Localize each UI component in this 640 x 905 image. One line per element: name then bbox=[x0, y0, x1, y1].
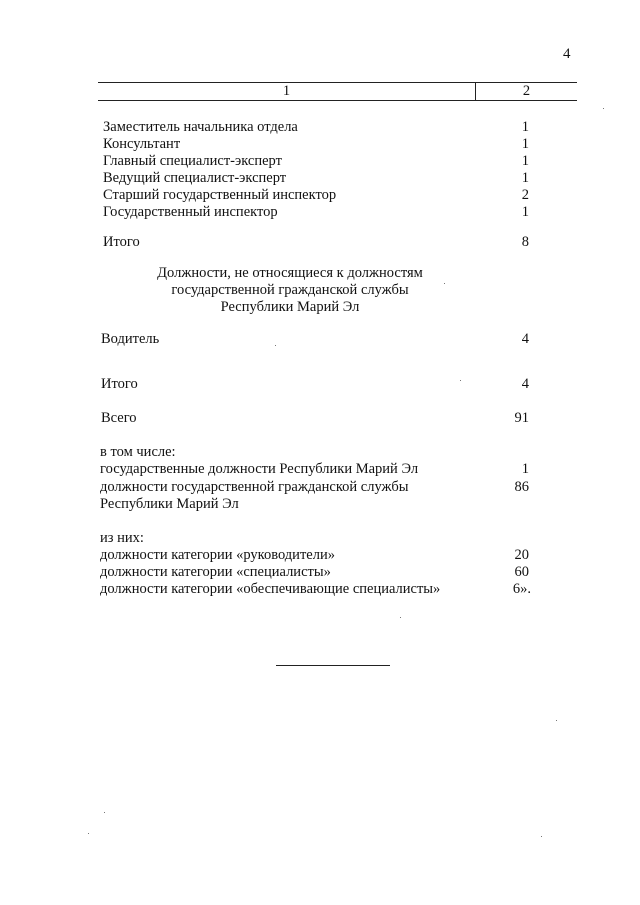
table-row bbox=[103, 204, 529, 221]
table-row bbox=[103, 153, 529, 170]
grand-total-row bbox=[101, 410, 529, 427]
of-which-title: из них: bbox=[100, 530, 144, 546]
category-value: 60 bbox=[514, 564, 529, 580]
grand-total-value: 91 bbox=[514, 410, 529, 426]
section-heading-line: Республики Марий Эл bbox=[220, 299, 360, 315]
breakdown-label: должности государственной гражданской службы bbox=[100, 479, 409, 495]
scan-speck bbox=[541, 836, 542, 837]
table-header bbox=[98, 82, 577, 101]
category-row bbox=[100, 547, 529, 564]
position-label: Государственный инспектор bbox=[103, 204, 278, 220]
table-row bbox=[103, 187, 529, 204]
position-count: 1 bbox=[521, 119, 529, 135]
category-label: должности категории «специалисты» bbox=[100, 564, 331, 580]
category-row bbox=[100, 564, 529, 581]
grand-total-label: Всего bbox=[101, 410, 137, 426]
position-label: Водитель bbox=[101, 331, 160, 347]
breakdown-label: государственные должности Республики Марий Эл bbox=[100, 461, 419, 477]
breakdown-value: 1 bbox=[521, 461, 529, 477]
subtotal-label: Итого bbox=[103, 234, 140, 250]
scan-speck bbox=[275, 345, 276, 346]
category-value: 6». bbox=[512, 581, 531, 597]
position-count: 1 bbox=[521, 204, 529, 220]
breakdown-row bbox=[100, 479, 529, 496]
breakdown-row bbox=[100, 461, 529, 478]
page-number: 4 bbox=[563, 46, 571, 62]
closing-rule bbox=[276, 665, 390, 666]
table-header-column-2: 2 bbox=[522, 83, 531, 99]
position-count: 1 bbox=[521, 153, 529, 169]
category-value: 20 bbox=[514, 547, 529, 563]
scan-speck bbox=[556, 720, 557, 721]
position-label: Заместитель начальника отдела bbox=[103, 119, 298, 135]
breakdown-value: 86 bbox=[514, 479, 529, 495]
scan-speck bbox=[104, 812, 105, 813]
position-count: 2 bbox=[521, 187, 529, 203]
position-label: Старший государственный инспектор bbox=[103, 187, 337, 203]
table-row bbox=[103, 119, 529, 136]
section-heading bbox=[100, 265, 480, 316]
breakdown-label-continuation: Республики Марий Эл bbox=[100, 496, 239, 512]
subtotal-label: Итого bbox=[101, 376, 138, 392]
including-title: в том числе: bbox=[100, 444, 176, 460]
section-heading-line: государственной гражданской службы bbox=[171, 282, 409, 298]
category-label: должности категории «руководители» bbox=[100, 547, 335, 563]
position-count: 1 bbox=[521, 170, 529, 186]
section-heading-line: Должности, не относящиеся к должностям bbox=[157, 265, 423, 281]
category-label: должности категории «обеспечивающие специалисты» bbox=[100, 581, 441, 597]
category-row bbox=[100, 581, 531, 598]
subtotal-value: 8 bbox=[521, 234, 529, 250]
scan-speck bbox=[88, 833, 89, 834]
position-label: Главный специалист-эксперт bbox=[103, 153, 282, 169]
scan-speck bbox=[400, 617, 401, 618]
table-row bbox=[103, 170, 529, 187]
subtotal-row bbox=[103, 234, 529, 251]
position-label: Ведущий специалист-эксперт bbox=[103, 170, 287, 186]
position-count: 1 bbox=[521, 136, 529, 152]
table-row bbox=[103, 136, 529, 153]
subtotal-row bbox=[101, 376, 529, 393]
position-count: 4 bbox=[521, 331, 529, 347]
position-label: Консультант bbox=[103, 136, 181, 152]
scan-speck bbox=[444, 283, 445, 284]
subtotal-value: 4 bbox=[521, 376, 529, 392]
table-row bbox=[101, 331, 529, 348]
scan-speck bbox=[460, 380, 461, 381]
scan-speck bbox=[603, 108, 604, 109]
table-header-column-1: 1 bbox=[98, 83, 476, 100]
